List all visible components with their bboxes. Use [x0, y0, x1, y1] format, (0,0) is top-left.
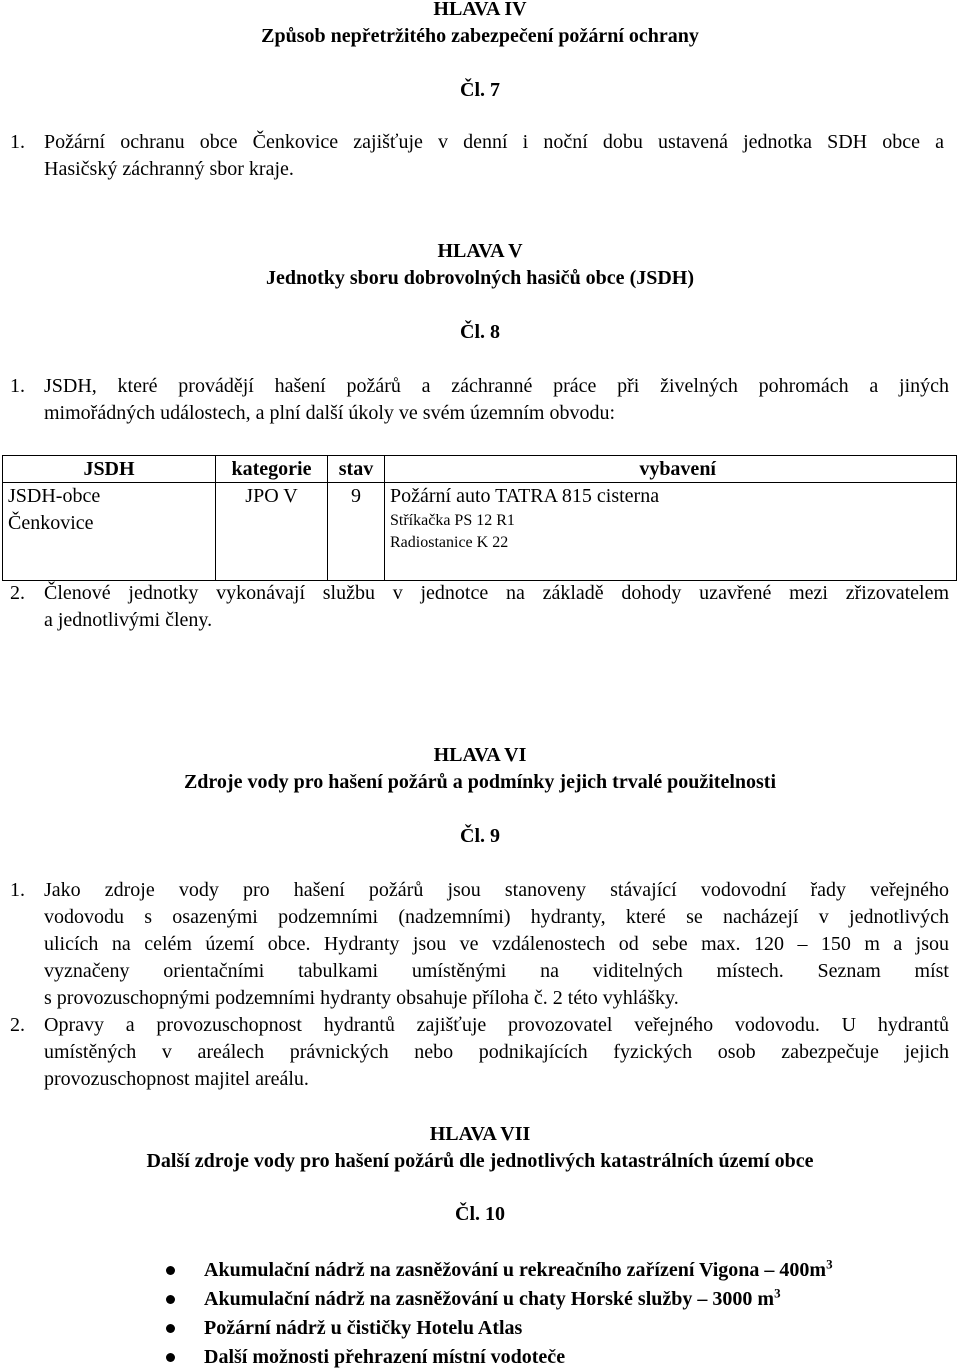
- hlava-v-heading: HLAVA V: [437, 240, 523, 262]
- paragraph-number: 1.: [10, 131, 25, 153]
- bullet-icon: [166, 1324, 175, 1333]
- hlava-vi-paragraph-2: [44, 1012, 949, 1093]
- table-cell-vybaveni: [385, 483, 957, 581]
- paragraph-line: vyznačeny orientačními tabulkami umístěnými na viditelných místech. Seznam míst: [44, 960, 949, 982]
- article-8-heading: Čl. 8: [460, 321, 500, 343]
- paragraph-number: 2.: [10, 582, 25, 604]
- paragraph-line: s provozuschopnými podzemními hydranty obsahuje příloha č. 2 této vyhlášky.: [44, 987, 679, 1009]
- bullet-icon: [166, 1266, 175, 1275]
- paragraph-line: Hasičský záchranný sbor kraje.: [44, 158, 294, 180]
- hlava-vi-title: Zdroje vody pro hašení požárů a podmínky jejich trvalé použitelnosti: [183, 771, 777, 793]
- hlava-iv-title: Způsob nepřetržitého zabezpečení požární ochrany: [261, 25, 699, 47]
- hlava-v-paragraph-2: [44, 580, 949, 634]
- paragraph-line: provozuschopnost majitel areálu.: [44, 1068, 309, 1090]
- paragraph-line: Členové jednotky vykonávají službu v jednotce na základě dohody uzavřené mezi zřizovatelem: [44, 582, 949, 604]
- article-9-heading: Čl. 9: [460, 825, 500, 847]
- hlava-iv-paragraph-1: [44, 129, 944, 183]
- paragraph-line: Jako zdroje vody pro hašení požárů jsou stanoveny stávající vodovodní řady veřejného: [44, 879, 949, 901]
- list-item-text: Akumulační nádrž na zasněžování u rekreačního zařízení Vigona – 400m: [204, 1259, 827, 1281]
- list-item: [160, 1314, 833, 1343]
- hlava-iv-heading: HLAVA IV: [433, 0, 527, 20]
- list-item: [160, 1256, 833, 1285]
- hlava-v-paragraph-1: [44, 373, 949, 427]
- paragraph-number: 1.: [10, 879, 25, 901]
- hlava-v-title: Jednotky sboru dobrovolných hasičů obce (JSDH): [265, 267, 695, 289]
- table-header-jsdh: JSDH: [3, 456, 216, 483]
- bullet-icon: [166, 1353, 175, 1362]
- table-row: [3, 483, 957, 581]
- list-item: [160, 1285, 833, 1314]
- water-sources-list: [160, 1256, 833, 1372]
- paragraph-line: umístěných v areálech právnických nebo podnikajících fyzických osob zabezpečuje jejich: [44, 1041, 949, 1063]
- paragraph-line: mimořádných událostech, a plní další úkoly ve svém územním obvodu:: [44, 402, 616, 424]
- table-header-kategorie: kategorie: [216, 456, 328, 483]
- table-header-vybaveni: vybavení: [385, 456, 957, 483]
- table-header-stav: stav: [328, 456, 385, 483]
- list-item-text: Požární nádrž u čističky Hotelu Atlas: [204, 1317, 523, 1339]
- paragraph-number: 2.: [10, 1014, 25, 1036]
- hlava-vii-title: Další zdroje vody pro hašení požárů dle jednotlivých katastrálních území obce: [146, 1150, 814, 1172]
- table-header-row: [3, 456, 957, 483]
- superscript: 3: [774, 1285, 781, 1301]
- unit-name: JSDH-obce: [8, 485, 101, 507]
- table-cell-jsdh: [3, 483, 216, 581]
- superscript: 3: [826, 1256, 833, 1272]
- bullet-icon: [166, 1295, 175, 1304]
- equipment-item: Požární auto TATRA 815 cisterna: [390, 485, 660, 507]
- article-10-heading: Čl. 10: [455, 1203, 505, 1225]
- paragraph-number: 1.: [10, 375, 25, 397]
- hlava-vi-paragraph-1: [44, 877, 949, 1012]
- paragraph-line: a jednotlivými členy.: [44, 609, 213, 631]
- article-7-heading: Čl. 7: [460, 79, 500, 101]
- paragraph-line: Opravy a provozuschopnost hydrantů zajišťuje provozovatel veřejného vodovodu. U hydrantů: [44, 1014, 949, 1036]
- hlava-vii-heading: HLAVA VII: [429, 1123, 531, 1145]
- equipment-item: Radiostanice K 22: [390, 534, 509, 551]
- table-cell-kategorie: JPO V: [216, 483, 328, 581]
- hlava-vi-heading: HLAVA VI: [433, 744, 527, 766]
- paragraph-line: JSDH, které provádějí hašení požárů a záchranné práce při živelných pohromách a jiných: [44, 375, 949, 397]
- jsdh-table: [2, 455, 957, 581]
- list-item: [160, 1343, 833, 1372]
- paragraph-line: vodovodu s osazenými podzemními (nadzemními) hydranty, které se nacházejí v jednotlivých: [44, 906, 949, 928]
- table-cell-stav: 9: [328, 483, 385, 581]
- list-item-text: Akumulační nádrž na zasněžování u chaty Horské služby – 3000 m: [204, 1288, 775, 1310]
- paragraph-line: Požární ochranu obce Čenkovice zajišťuje v denní i noční dobu ustavená jednotka SDH obce a: [44, 131, 944, 153]
- paragraph-line: ulicích na celém území obce. Hydranty jsou ve vzdálenostech od sebe max. 120 – 150 m a jsou: [44, 933, 949, 955]
- equipment-item: Stříkačka PS 12 R1: [390, 512, 515, 529]
- list-item-text: Další možnosti přehrazení místní vodoteče: [204, 1346, 566, 1368]
- unit-location: Čenkovice: [8, 512, 94, 534]
